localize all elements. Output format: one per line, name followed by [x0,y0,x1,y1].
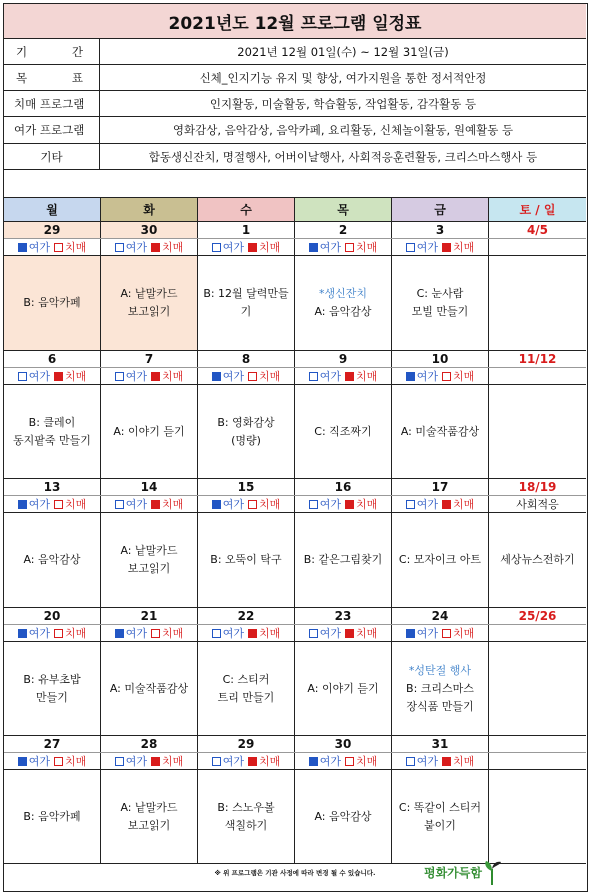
calendar [4,198,586,864]
info-label [4,39,100,64]
dementia-checkbox-icon [345,629,354,638]
program-type-indicator [101,496,198,512]
dementia-checkbox-icon [151,757,160,766]
leisure-checkbox-icon [115,500,124,509]
leisure-label: 여가 [222,498,244,511]
dementia-label: 치매 [259,755,281,768]
dementia-checkbox-icon [151,629,160,638]
dementia-checkbox-icon [345,243,354,252]
program-type-indicator [392,753,489,769]
program-type-indicator [295,368,392,384]
program-type-indicator [392,625,489,641]
activity-text: A: 음악감상 [314,305,372,318]
leisure-label: 여가 [416,755,438,768]
leisure-label: 여가 [319,370,341,383]
dementia-label: 치매 [65,498,87,511]
leisure-label: 여가 [28,498,50,511]
activity-cell [489,642,586,735]
info-row-etc [4,144,586,170]
dementia-checkbox-icon [248,757,257,766]
leisure-label: 여가 [416,627,438,640]
program-type-indicator [198,239,295,255]
leisure-label: 여가 [416,241,438,254]
date-number: 13 [4,479,101,495]
program-type-indicator [101,753,198,769]
week-row [4,736,586,864]
date-number: 1 [198,222,295,238]
activity-cell [198,385,295,478]
leisure-checkbox-icon [115,629,124,638]
leisure-label: 여가 [222,627,244,640]
leisure-checkbox-icon [309,500,318,509]
leisure-label: 여가 [125,498,147,511]
leisure-label: 여가 [222,755,244,768]
activity-cell [4,642,101,735]
leisure-checkbox-icon [309,372,318,381]
activity-cell [4,256,101,350]
date-number: 2 [295,222,392,238]
blank-row [4,170,586,198]
date-number: 28 [101,736,198,752]
activity-text: C: 똑같이 스티커 붙이기 [398,800,482,832]
event-note: *생신잔치 [318,287,367,300]
logo-text: 평화가득함 [424,865,482,880]
dementia-label: 치매 [356,627,378,640]
page-title: 2021년도 12월 프로그램 일정표 [4,4,586,39]
info-value: 2021년 12월 01일(수) ~ 12월 31일(금) [237,44,449,59]
date-number: 10 [392,351,489,367]
leisure-label: 여가 [28,755,50,768]
footer-note: ※ 위 프로그램은 기관 사정에 따라 변경 될 수 있습니다. [214,868,376,877]
leisure-checkbox-icon [18,500,27,509]
activity-cell [295,385,392,478]
leisure-label: 여가 [222,370,244,383]
dementia-checkbox-icon [54,500,63,509]
info-row-period [4,39,586,65]
activity-cell [392,513,489,607]
dementia-label: 치매 [259,627,281,640]
weekday-3: 목 [295,198,392,221]
date-number: 11/12 [518,352,557,366]
date-number [489,736,586,752]
activity-cell [295,256,392,350]
date-number: 14 [101,479,198,495]
program-type-indicator [101,239,198,255]
date-number: 17 [392,479,489,495]
leisure-label: 여가 [125,241,147,254]
dementia-label: 치매 [162,498,184,511]
activity-text: B: 영화감상 (명량) [217,415,275,447]
info-label-part: 간 [71,44,83,59]
activity-text: B: 음악카페 [23,296,81,309]
leisure-checkbox-icon [309,757,318,766]
dementia-checkbox-icon [442,629,451,638]
activity-text: A: 음악감상 [23,553,81,566]
program-type-indicator [198,753,295,769]
activity-cell [198,770,295,863]
activity-text: 세상뉴스전하기 [500,553,575,566]
dementia-checkbox-icon [248,629,257,638]
leisure-label: 여가 [28,241,50,254]
activity-cell [4,513,101,607]
program-type-indicator [295,625,392,641]
week-row [4,479,586,608]
activity-text: A: 음악감상 [314,809,372,823]
leisure-checkbox-icon [406,500,415,509]
activity-text: B: 오뚝이 탁구 [210,553,282,566]
info-label [4,65,100,90]
leisure-checkbox-icon [115,757,124,766]
weekday-header [4,198,586,222]
activity-cell [295,770,392,863]
dementia-checkbox-icon [151,243,160,252]
leisure-label: 여가 [416,498,438,511]
info-row-goal [4,65,586,91]
weekday-4: 금 [392,198,489,221]
dementia-checkbox-icon [248,372,257,381]
program-type-indicator [489,753,586,769]
activity-text: A: 미술작품감상 [109,681,189,695]
info-label-part: 목 [16,70,28,85]
date-number: 27 [4,736,101,752]
activity-text: C: 모자이크 아트 [398,553,482,566]
dementia-checkbox-icon [442,372,451,381]
dementia-label: 치매 [356,755,378,768]
leisure-checkbox-icon [406,629,415,638]
date-number: 4/5 [526,223,549,237]
leisure-checkbox-icon [309,629,318,638]
dementia-checkbox-icon [345,757,354,766]
leisure-label: 여가 [319,755,341,768]
info-label-part: 표 [71,70,83,85]
leisure-checkbox-icon [115,372,124,381]
info-label: 기타 [4,144,100,169]
activity-cell [392,385,489,478]
info-value: 영화감상, 음악감상, 음악카페, 요리활동, 신체놀이활동, 원예활동 등 [172,123,514,137]
program-type-indicator [4,368,101,384]
program-type-indicator [392,239,489,255]
activity-cell [101,770,198,863]
logo [424,856,502,888]
program-type-indicator [4,239,101,255]
weekday-5: 토 / 일 [489,198,586,221]
dementia-checkbox-icon [54,372,63,381]
leisure-checkbox-icon [309,243,318,252]
activity-text: C: 직조짜기 [314,424,372,438]
date-number: 7 [101,351,198,367]
date-number: 30 [101,222,198,238]
leisure-label: 여가 [28,370,50,383]
dementia-checkbox-icon [442,500,451,509]
date-number: 20 [4,608,101,624]
schedule-page [3,3,588,892]
info-label: 여가 프로그램 [4,117,100,143]
date-number: 16 [295,479,392,495]
dementia-label: 치매 [162,627,184,640]
dementia-label: 치매 [162,755,184,768]
leisure-label: 여가 [319,627,341,640]
date-number: 6 [4,351,101,367]
program-type-indicator [295,239,392,255]
dementia-checkbox-icon [54,629,63,638]
activity-cell [101,642,198,735]
program-type-indicator [489,368,586,384]
date-number: 22 [198,608,295,624]
activity-text: B: 클레이 동지팥죽 만들기 [13,415,91,447]
program-type-indicator: 사회적응 [516,498,559,511]
activity-cell [489,256,586,350]
dementia-checkbox-icon [151,500,160,509]
activity-text: B: 유부초밥 만들기 [23,672,81,704]
program-type-indicator [101,625,198,641]
leisure-checkbox-icon [18,629,27,638]
week-row [4,222,586,351]
leisure-checkbox-icon [406,372,415,381]
activity-text: A: 낱말카드 보고읽기 [120,544,178,575]
dementia-label: 치매 [65,241,87,254]
dementia-label: 치매 [65,370,87,383]
program-type-indicator [4,753,101,769]
dementia-label: 치매 [162,370,184,383]
event-note: *성탄절 행사 [408,663,472,677]
dementia-checkbox-icon [248,243,257,252]
leisure-checkbox-icon [18,757,27,766]
leisure-checkbox-icon [406,243,415,252]
activity-cell [295,642,392,735]
program-type-indicator [198,625,295,641]
dementia-checkbox-icon [442,757,451,766]
leisure-label: 여가 [319,498,341,511]
date-number: 3 [392,222,489,238]
activity-cell [198,642,295,735]
activity-cell [198,256,295,350]
week-row [4,351,586,479]
program-type-indicator [4,496,101,512]
activity-cell [4,770,101,863]
dementia-checkbox-icon [248,500,257,509]
dementia-label: 치매 [453,755,475,768]
program-type-indicator [489,625,586,641]
leisure-label: 여가 [319,241,341,254]
week-row [4,608,586,736]
leisure-label: 여가 [125,370,147,383]
dementia-checkbox-icon [442,243,451,252]
activity-cell [295,513,392,607]
activity-cell [392,642,489,735]
activity-cell [392,770,489,863]
activity-cell [489,770,586,863]
leisure-checkbox-icon [212,372,221,381]
activity-text: C: 눈사람 모빌 만들기 [411,287,469,318]
info-label-part: 기 [16,44,28,59]
program-type-indicator [198,368,295,384]
program-type-indicator [295,496,392,512]
activity-text: A: 낱말카드 보고읽기 [120,800,178,832]
date-number: 29 [198,736,295,752]
info-value: 신체_인지기능 유지 및 향상, 여가지원을 통한 정서적안정 [199,70,487,85]
date-number: 15 [198,479,295,495]
date-number: 29 [4,222,101,238]
dementia-label: 치매 [356,370,378,383]
activity-text: B: 12월 달력만들 기 [203,287,289,318]
program-type-indicator [392,368,489,384]
info-value: 인지활동, 미술활동, 학습활동, 작업활동, 감각활동 등 [209,96,477,111]
program-type-indicator [198,496,295,512]
activity-cell [101,513,198,607]
dementia-label: 치매 [65,627,87,640]
activity-text: B: 스노우볼 색칠하기 [217,800,275,832]
leisure-label: 여가 [222,241,244,254]
info-value: 합동생신잔치, 명절행사, 어버이날행사, 사회적응훈련활동, 크리스마스행사 등 [148,149,538,164]
leisure-label: 여가 [416,370,438,383]
program-type-indicator [489,239,586,255]
date-number: 30 [295,736,392,752]
dementia-label: 치매 [259,241,281,254]
activity-text: B: 크리스마스 장식품 만들기 [406,681,474,713]
activity-cell [101,385,198,478]
activity-cell [489,385,586,478]
date-number: 9 [295,351,392,367]
dementia-label: 치매 [259,498,281,511]
activity-text: B: 같은그림찾기 [303,553,383,566]
weekday-0: 월 [4,198,101,221]
sprout-icon [482,859,502,885]
activity-text: A: 미술작품감상 [400,424,480,438]
activity-cell [198,513,295,607]
dementia-label: 치매 [162,241,184,254]
date-number: 23 [295,608,392,624]
dementia-checkbox-icon [151,372,160,381]
info-label: 치매 프로그램 [4,91,100,116]
dementia-label: 치매 [259,370,281,383]
info-row-dementia [4,91,586,117]
activity-text: A: 낱말카드 보고읽기 [120,287,178,318]
date-number: 31 [392,736,489,752]
dementia-label: 치매 [65,755,87,768]
weekday-1: 화 [101,198,198,221]
activity-cell [101,256,198,350]
dementia-checkbox-icon [54,757,63,766]
dementia-label: 치매 [356,498,378,511]
dementia-label: 치매 [453,627,475,640]
date-number: 21 [101,608,198,624]
leisure-checkbox-icon [212,500,221,509]
activity-text: B: 음악카페 [23,809,81,823]
date-number: 18/19 [518,480,557,494]
dementia-label: 치매 [356,241,378,254]
info-row-leisure [4,117,586,144]
date-number: 25/26 [518,609,557,623]
program-type-indicator [392,496,489,512]
dementia-checkbox-icon [54,243,63,252]
leisure-checkbox-icon [115,243,124,252]
leisure-checkbox-icon [212,243,221,252]
activity-text: A: 이야기 듣기 [307,681,379,695]
program-type-indicator [295,753,392,769]
leisure-checkbox-icon [18,372,27,381]
dementia-label: 치매 [453,241,475,254]
leisure-checkbox-icon [406,757,415,766]
dementia-label: 치매 [453,498,475,511]
activity-cell [392,256,489,350]
leisure-label: 여가 [125,755,147,768]
date-number: 8 [198,351,295,367]
dementia-checkbox-icon [345,500,354,509]
date-number: 24 [392,608,489,624]
leisure-label: 여가 [125,627,147,640]
leisure-checkbox-icon [18,243,27,252]
activity-text: C: 스티커 트리 만들기 [217,672,275,704]
dementia-label: 치매 [453,370,475,383]
leisure-label: 여가 [28,627,50,640]
program-type-indicator [101,368,198,384]
weekday-2: 수 [198,198,295,221]
program-type-indicator [4,625,101,641]
activity-cell [489,513,586,607]
activity-cell [4,385,101,478]
dementia-checkbox-icon [345,372,354,381]
activity-text: A: 이야기 듣기 [113,424,185,438]
leisure-checkbox-icon [212,629,221,638]
leisure-checkbox-icon [212,757,221,766]
